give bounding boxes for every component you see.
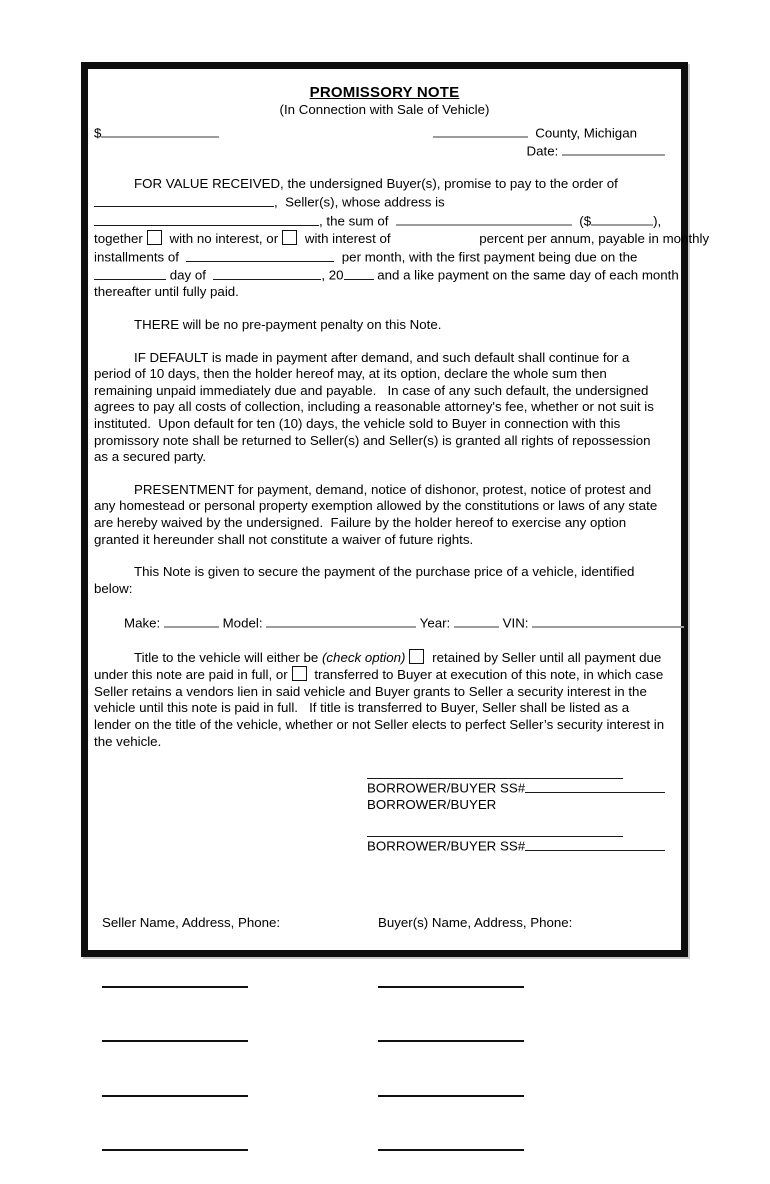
buyer-contact-line-4[interactable] bbox=[378, 1130, 524, 1151]
date-label: Date: bbox=[526, 143, 562, 159]
title-retained-checkbox[interactable] bbox=[409, 649, 424, 664]
year-field[interactable] bbox=[454, 613, 499, 628]
borrower1-signature-line[interactable] bbox=[367, 764, 623, 779]
borrower1-ss-line: BORROWER/BUYER SS# bbox=[367, 779, 675, 797]
month-field[interactable] bbox=[213, 266, 321, 280]
date-field[interactable] bbox=[562, 141, 665, 156]
text-line: PRESENTMENT for payment, demand, notice of dishonor, protest, notice of protest and bbox=[134, 481, 652, 497]
text-line: granted it hereunder shall not constitute a waiver of future rights. bbox=[94, 531, 474, 547]
paragraph-for-value-received bbox=[94, 176, 710, 301]
make-field[interactable] bbox=[164, 613, 219, 628]
paragraph-default bbox=[94, 350, 675, 466]
page-subtitle: (In Connection with Sale of Vehicle) bbox=[279, 101, 490, 117]
amount-prefix: $ bbox=[94, 125, 102, 141]
signature-block bbox=[367, 764, 675, 855]
text-line: installments of per month, with the first payment being due on the bbox=[94, 249, 638, 265]
make-label: Make: bbox=[124, 616, 164, 631]
seller-contact-line-1[interactable] bbox=[102, 967, 248, 988]
text-line: , Seller(s), whose address is bbox=[94, 193, 675, 211]
buyer-contact-line-3[interactable] bbox=[378, 1076, 524, 1097]
header-date-line bbox=[94, 141, 675, 160]
vehicle-identification-line bbox=[94, 613, 675, 632]
text-line: This Note is given to secure the payment of the purchase price of a vehicle, identified bbox=[134, 564, 635, 580]
paragraph-presentment bbox=[94, 482, 675, 548]
signature-spacer bbox=[367, 814, 675, 822]
seller-contact-line-2[interactable] bbox=[102, 1021, 248, 1042]
borrower2-ss-line: BORROWER/BUYER SS# bbox=[367, 837, 675, 855]
text-line: , the sum of ($ ), bbox=[94, 211, 675, 230]
text-line: Title to the vehicle will either be (check option) retained by Seller until all payment due bbox=[134, 649, 662, 665]
seller-contact-line-4[interactable] bbox=[102, 1130, 248, 1151]
text-line: THERE will be no pre-payment penalty on this Note. bbox=[134, 317, 442, 333]
text-line: vehicle until this note is paid in full. If title is transferred to Buyer, Seller shall be listed as a bbox=[94, 700, 630, 716]
seller-contact-column bbox=[102, 882, 378, 1184]
county-field[interactable] bbox=[433, 123, 528, 138]
text-line: the vehicle. bbox=[94, 733, 162, 749]
buyer-contact-label: Buyer(s) Name, Address, Phone: bbox=[378, 915, 573, 931]
amount-field[interactable] bbox=[101, 123, 219, 138]
text-line: any homestead or personal property exemption allowed by the constitutions or laws of any state bbox=[94, 498, 658, 514]
check-option-note: (check option) bbox=[321, 649, 406, 665]
text-line: instituted. Upon default for ten (10) days, the vehicle sold to Buyer in connection with this bbox=[94, 416, 621, 432]
borrower1-name-label: BORROWER/BUYER bbox=[367, 797, 497, 813]
interest-rate-field[interactable] bbox=[394, 237, 479, 244]
promissory-note-page bbox=[81, 62, 710, 957]
page-title: PROMISSORY NOTE bbox=[309, 84, 460, 101]
text-line: are hereby waived by the undersigned. Failure by the holder hereof to exercise any option bbox=[94, 515, 627, 530]
text-line: Seller retains a vendors lien in said vehicle and Buyer grants to Seller a security interest in the bbox=[94, 683, 647, 699]
text-line: remaining unpaid immediately due and payable. In case of any such default, the undersigned bbox=[94, 382, 649, 398]
paragraph-secure-payment bbox=[94, 564, 675, 597]
seller-contact-line-3[interactable] bbox=[102, 1076, 248, 1097]
seller-address-field[interactable] bbox=[94, 212, 319, 226]
sum-words-field[interactable] bbox=[396, 211, 572, 226]
text-line: day of , 20 and a like payment on the same day of each month bbox=[94, 266, 675, 284]
no-interest-checkbox[interactable] bbox=[147, 230, 162, 245]
model-label: Model: bbox=[218, 616, 267, 631]
county-label: County, Michigan bbox=[527, 125, 637, 141]
seller-name-field[interactable] bbox=[94, 193, 274, 207]
buyer-contact-line-2[interactable] bbox=[378, 1021, 524, 1042]
text-line: agrees to pay all costs of collection, including a reasonable attorney's fee, whether or not suit is bbox=[94, 399, 654, 415]
text-line: thereafter until fully paid. bbox=[94, 284, 239, 300]
vin-field[interactable] bbox=[532, 613, 684, 628]
buyer-contact-column bbox=[378, 882, 572, 1184]
text-line: IF DEFAULT is made in payment after demand, and such default shall continue for a bbox=[134, 349, 630, 365]
vin-label: VIN: bbox=[498, 616, 533, 631]
installment-amount-field[interactable] bbox=[186, 248, 334, 262]
text-line: period of 10 days, then the holder hereof may, at its option, declare the whole sum then bbox=[94, 366, 607, 382]
text-line: together with no interest, or with interest of percent per annum, payable in monthly bbox=[94, 231, 710, 247]
text-line: as a secured party. bbox=[94, 449, 207, 465]
year-label: Year: bbox=[416, 616, 454, 631]
borrower2-signature-line[interactable] bbox=[367, 822, 623, 837]
text-line: lender on the title of the vehicle, whether or not Seller elects to perfect Seller’s security interest in bbox=[94, 716, 665, 732]
paragraph-title-option bbox=[94, 649, 675, 751]
model-field[interactable] bbox=[266, 613, 416, 628]
paragraph-prepayment bbox=[94, 317, 675, 334]
text-line: promissory note shall be returned to Seller(s) and Seller(s) is granted all rights of repossession bbox=[94, 432, 651, 448]
year-short-field[interactable] bbox=[344, 266, 374, 280]
title-transferred-checkbox[interactable] bbox=[292, 666, 307, 681]
sum-numeric-field[interactable] bbox=[591, 211, 653, 226]
header-amount-county-line bbox=[94, 123, 675, 140]
text-line: FOR VALUE RECEIVED, the undersigned Buyer(s), promise to pay to the order of bbox=[134, 176, 618, 192]
day-field[interactable] bbox=[94, 266, 166, 280]
borrower2-ss-field[interactable] bbox=[525, 837, 665, 851]
buyer-contact-line-1[interactable] bbox=[378, 967, 524, 988]
text-line: under this note are paid in full, or transferred to Buyer at execution of this note, in which case bbox=[94, 667, 664, 683]
contact-info-section bbox=[94, 882, 675, 1184]
text-line: below: bbox=[94, 580, 133, 596]
borrower1-ss-field[interactable] bbox=[525, 779, 665, 793]
with-interest-checkbox[interactable] bbox=[282, 230, 297, 245]
seller-contact-label: Seller Name, Address, Phone: bbox=[102, 915, 281, 931]
